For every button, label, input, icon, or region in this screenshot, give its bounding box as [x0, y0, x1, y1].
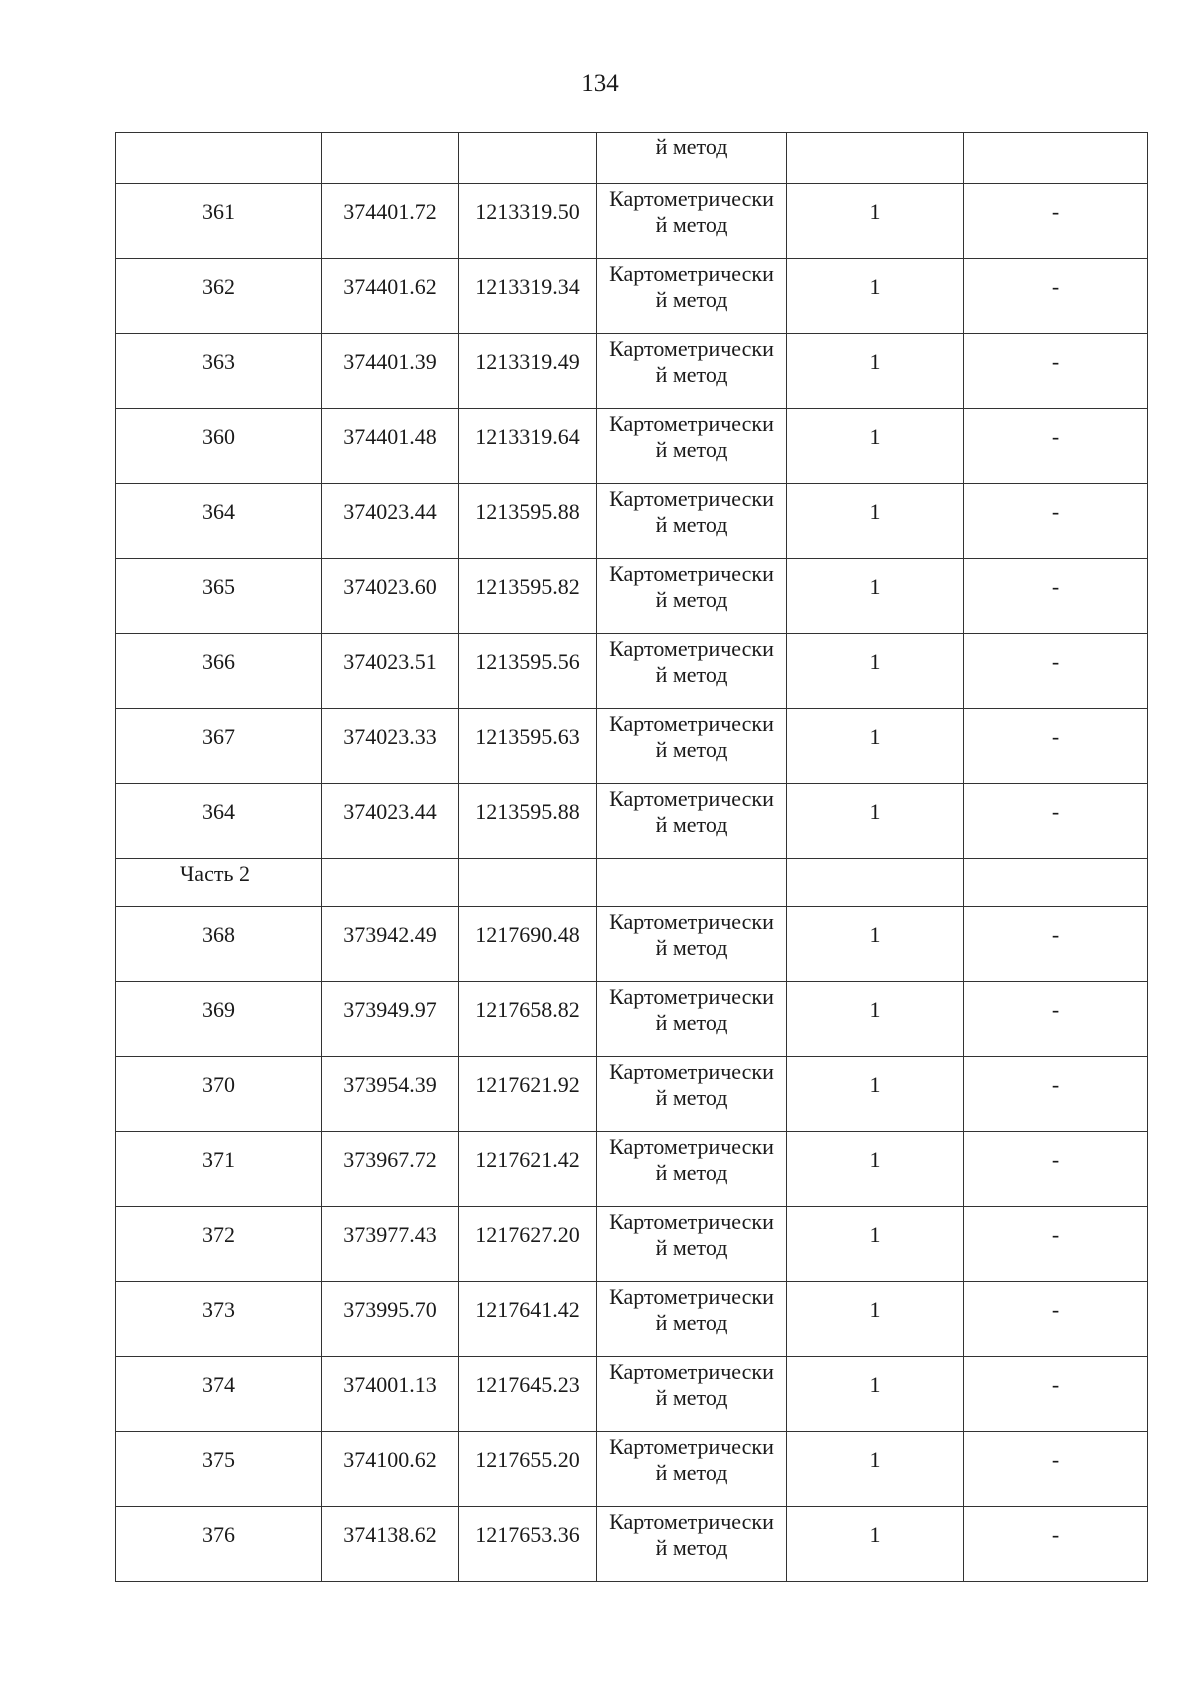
cell-number: 372: [116, 1207, 322, 1282]
cell-number: 361: [116, 184, 322, 259]
cell-accuracy: 1: [787, 907, 964, 982]
cell-accuracy: 1: [787, 1057, 964, 1132]
table-row: [116, 259, 1148, 334]
cell-x: 374001.13: [322, 1357, 459, 1432]
cell-x: 374401.48: [322, 409, 459, 484]
cell-description: -: [964, 1432, 1148, 1507]
method-line-1: Картометрически: [609, 1209, 774, 1234]
cell-accuracy: 1: [787, 982, 964, 1057]
method-line-1: Картометрически: [609, 336, 774, 361]
method-line-1: Картометрически: [609, 636, 774, 661]
cell-method: [597, 184, 787, 259]
table-row: [116, 982, 1148, 1057]
cell-number: 374: [116, 1357, 322, 1432]
cell-method: [597, 634, 787, 709]
table-row: [116, 709, 1148, 784]
method-line-2: й метод: [655, 212, 728, 237]
cell-description: -: [964, 259, 1148, 334]
cell-x: 374023.33: [322, 709, 459, 784]
cell-x: 373967.72: [322, 1132, 459, 1207]
cell-accuracy: 1: [787, 1357, 964, 1432]
empty-cell: [459, 859, 597, 907]
cell-x: 374100.62: [322, 1432, 459, 1507]
method-line-1: Картометрически: [609, 786, 774, 811]
cell-y: 1217621.92: [459, 1057, 597, 1132]
cell-y: 1217641.42: [459, 1282, 597, 1357]
cell-x: 373977.43: [322, 1207, 459, 1282]
table-row: [116, 1207, 1148, 1282]
cell-method: [597, 1282, 787, 1357]
method-line-1: Картометрически: [609, 711, 774, 736]
section-row: [116, 859, 1148, 907]
cell-accuracy: 1: [787, 1507, 964, 1582]
cell-y: 1217627.20: [459, 1207, 597, 1282]
cell-description: [964, 133, 1148, 184]
continuation-row: [116, 133, 1148, 184]
cell-method: [597, 1432, 787, 1507]
cell-number: 364: [116, 784, 322, 859]
cell-number: 366: [116, 634, 322, 709]
cell-y: 1213595.88: [459, 484, 597, 559]
method-line-1: Картометрически: [609, 486, 774, 511]
cell-number: 376: [116, 1507, 322, 1582]
cell-description: -: [964, 559, 1148, 634]
cell-description: -: [964, 1207, 1148, 1282]
table-row: [116, 559, 1148, 634]
cell-method: [597, 1507, 787, 1582]
method-line-2: й метод: [655, 737, 728, 762]
method-line-2: й метод: [655, 512, 728, 537]
coordinates-table: [115, 132, 1148, 1582]
cell-description: -: [964, 634, 1148, 709]
cell-method: [597, 334, 787, 409]
cell-number: 367: [116, 709, 322, 784]
cell-y: 1213319.34: [459, 259, 597, 334]
method-line-1: Картометрически: [609, 1359, 774, 1384]
cell-x: 373954.39: [322, 1057, 459, 1132]
cell-method: й метод: [597, 133, 787, 184]
page-number: 134: [581, 70, 619, 97]
cell-method: [597, 907, 787, 982]
cell-y: 1217658.82: [459, 982, 597, 1057]
cell-description: -: [964, 784, 1148, 859]
cell-number: 362: [116, 259, 322, 334]
table-row: [116, 634, 1148, 709]
table-row: [116, 1057, 1148, 1132]
cell-number: 371: [116, 1132, 322, 1207]
empty-cell: [597, 859, 787, 907]
method-line-1: Картометрически: [609, 1059, 774, 1084]
cell-method: [597, 1132, 787, 1207]
method-line-1: Картометрически: [609, 1134, 774, 1159]
cell-method: [597, 1207, 787, 1282]
cell-y: 1217655.20: [459, 1432, 597, 1507]
method-line-1: Картометрически: [609, 561, 774, 586]
cell-number: 365: [116, 559, 322, 634]
cell-description: -: [964, 1357, 1148, 1432]
cell-y: 1217621.42: [459, 1132, 597, 1207]
method-line-1: Картометрически: [609, 186, 774, 211]
method-line-1: Картометрически: [609, 1509, 774, 1534]
cell-y: 1217653.36: [459, 1507, 597, 1582]
cell-y: 1213595.88: [459, 784, 597, 859]
cell-description: -: [964, 1057, 1148, 1132]
cell-description: -: [964, 484, 1148, 559]
cell-y: 1217645.23: [459, 1357, 597, 1432]
cell-accuracy: 1: [787, 409, 964, 484]
cell-number: 364: [116, 484, 322, 559]
cell-method: [597, 409, 787, 484]
cell-description: -: [964, 1282, 1148, 1357]
cell-y: 1213595.82: [459, 559, 597, 634]
table-row: [116, 1432, 1148, 1507]
cell-accuracy: 1: [787, 784, 964, 859]
cell-x: [322, 133, 459, 184]
table-row: [116, 1132, 1148, 1207]
cell-description: -: [964, 184, 1148, 259]
table-row: [116, 484, 1148, 559]
method-line-2: й метод: [655, 362, 728, 387]
method-line-1: Картометрически: [609, 261, 774, 286]
method-line-2: й метод: [655, 662, 728, 687]
method-line-1: Картометрически: [609, 984, 774, 1009]
cell-method: [597, 559, 787, 634]
cell-x: 374401.62: [322, 259, 459, 334]
cell-description: -: [964, 334, 1148, 409]
table-row: [116, 1507, 1148, 1582]
cell-description: -: [964, 1132, 1148, 1207]
cell-number: 375: [116, 1432, 322, 1507]
cell-x: 373995.70: [322, 1282, 459, 1357]
method-line-2: й метод: [655, 812, 728, 837]
cell-method: [597, 259, 787, 334]
table-row: [116, 334, 1148, 409]
method-line-1: Картометрически: [609, 1434, 774, 1459]
cell-accuracy: 1: [787, 1432, 964, 1507]
cell-description: -: [964, 982, 1148, 1057]
cell-y: 1213595.56: [459, 634, 597, 709]
cell-x: 373942.49: [322, 907, 459, 982]
method-line-2: й метод: [655, 1235, 728, 1260]
cell-description: -: [964, 907, 1148, 982]
method-line-2: й метод: [655, 1085, 728, 1110]
cell-y: 1213595.63: [459, 709, 597, 784]
method-line-1: Картометрически: [609, 411, 774, 436]
cell-method: [597, 484, 787, 559]
cell-y: 1217690.48: [459, 907, 597, 982]
cell-x: 374023.51: [322, 634, 459, 709]
empty-cell: [322, 859, 459, 907]
cell-number: 368: [116, 907, 322, 982]
cell-y: 1213319.64: [459, 409, 597, 484]
cell-accuracy: 1: [787, 634, 964, 709]
method-line-2: й метод: [655, 935, 728, 960]
cell-description: -: [964, 409, 1148, 484]
cell-x: 374401.72: [322, 184, 459, 259]
cell-description: -: [964, 709, 1148, 784]
empty-cell: [964, 859, 1148, 907]
table-row: [116, 907, 1148, 982]
cell-x: 374138.62: [322, 1507, 459, 1582]
cell-y: [459, 133, 597, 184]
cell-accuracy: [787, 133, 964, 184]
cell-description: -: [964, 1507, 1148, 1582]
cell-accuracy: 1: [787, 184, 964, 259]
cell-accuracy: 1: [787, 484, 964, 559]
cell-accuracy: 1: [787, 1282, 964, 1357]
cell-method: [597, 1057, 787, 1132]
cell-number: 360: [116, 409, 322, 484]
cell-number: 373: [116, 1282, 322, 1357]
table-row: [116, 1357, 1148, 1432]
table-row: [116, 784, 1148, 859]
cell-x: 374401.39: [322, 334, 459, 409]
empty-cell: [787, 859, 964, 907]
cell-accuracy: 1: [787, 559, 964, 634]
method-line-2: й метод: [655, 1010, 728, 1035]
method-line-2: й метод: [655, 437, 728, 462]
method-line-2: й метод: [655, 1310, 728, 1335]
table-body: [116, 133, 1148, 1582]
cell-accuracy: 1: [787, 259, 964, 334]
cell-accuracy: 1: [787, 1207, 964, 1282]
cell-x: 373949.97: [322, 982, 459, 1057]
method-line-2: й метод: [655, 1160, 728, 1185]
table-row: [116, 1282, 1148, 1357]
method-line-1: Картометрически: [609, 1284, 774, 1309]
method-line-2: й метод: [655, 587, 728, 612]
cell-number: 370: [116, 1057, 322, 1132]
cell-number: 363: [116, 334, 322, 409]
cell-x: 374023.44: [322, 784, 459, 859]
cell-accuracy: 1: [787, 1132, 964, 1207]
cell-y: 1213319.49: [459, 334, 597, 409]
table-row: [116, 184, 1148, 259]
method-line-2: й метод: [655, 1460, 728, 1485]
cell-accuracy: 1: [787, 709, 964, 784]
cell-method: [597, 1357, 787, 1432]
cell-method: [597, 784, 787, 859]
cell-y: 1213319.50: [459, 184, 597, 259]
table-row: [116, 409, 1148, 484]
method-line-2: й метод: [655, 287, 728, 312]
method-line-2: й метод: [655, 1535, 728, 1560]
section-label: Часть 2: [116, 859, 322, 907]
cell-method: [597, 709, 787, 784]
cell-x: 374023.44: [322, 484, 459, 559]
method-line-2: й метод: [655, 1385, 728, 1410]
cell-number: 369: [116, 982, 322, 1057]
cell-accuracy: 1: [787, 334, 964, 409]
cell-x: 374023.60: [322, 559, 459, 634]
cell-method: [597, 982, 787, 1057]
cell-number: [116, 133, 322, 184]
method-line-1: Картометрически: [609, 909, 774, 934]
